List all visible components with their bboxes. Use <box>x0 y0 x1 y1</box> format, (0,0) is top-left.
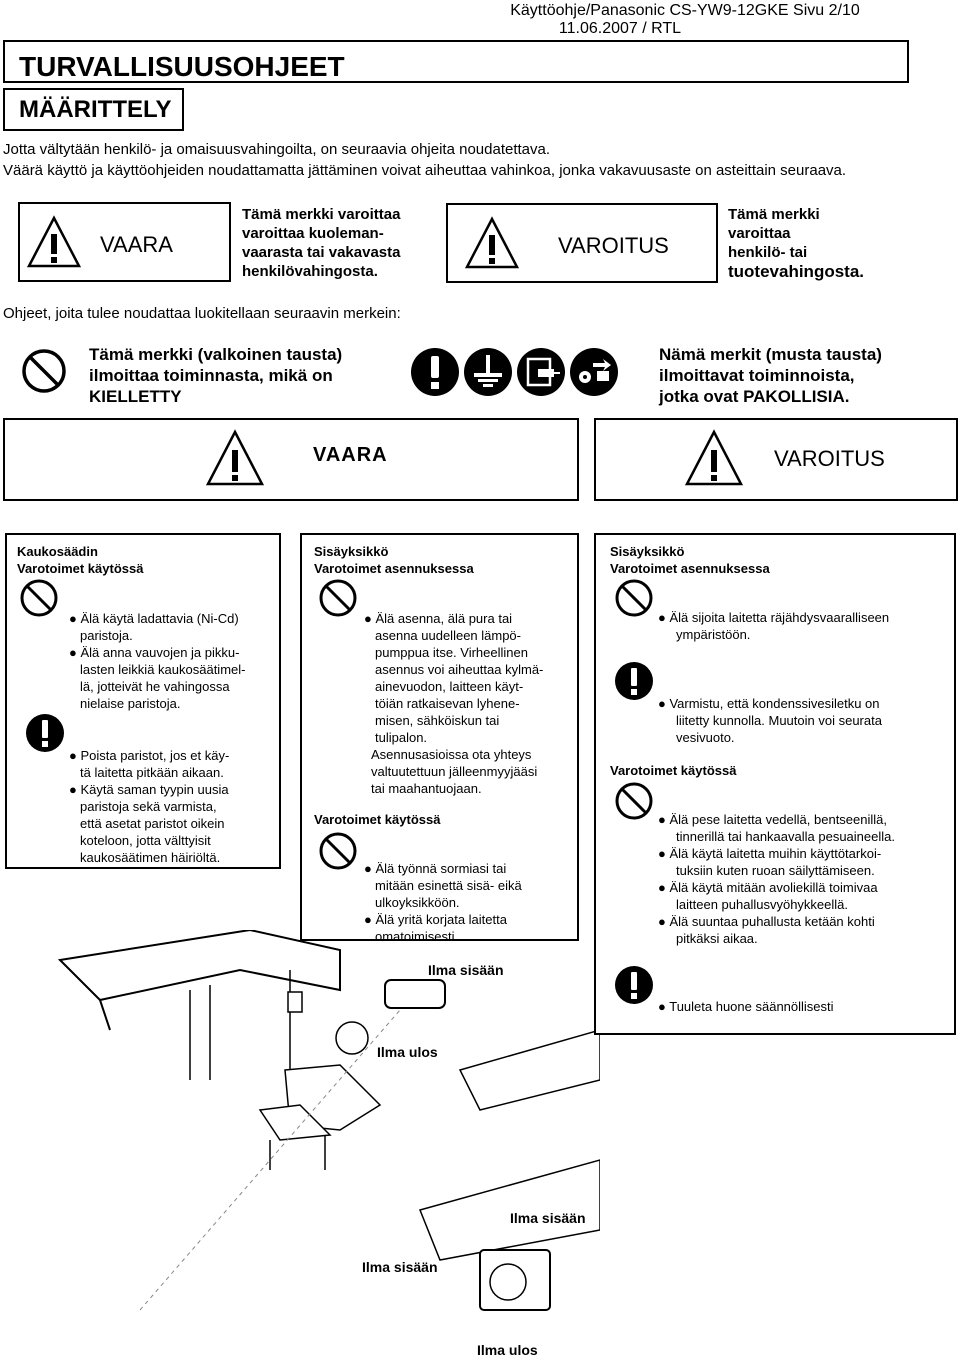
remote-control-box <box>5 533 281 869</box>
varoitus-description: Tämä merkki varoittaa henkilö- tai tuotevahingosta. <box>728 206 865 281</box>
doc-reference: Käyttöohje/Panasonic CS-YW9-12GKE Sivu 2/10 <box>510 2 860 19</box>
page-title: TURVALLISUUSOHJEET <box>19 51 345 82</box>
mandatory-exclamation-icon <box>410 347 460 397</box>
prohibition-icon <box>614 781 654 821</box>
varoitus-heading: VAROITUS <box>774 446 885 471</box>
varoitus-definition-box <box>446 203 718 283</box>
air-in-label: Ilma sisään <box>510 1210 586 1226</box>
varoitus-label: VAROITUS <box>558 233 669 258</box>
section-title: MÄÄRITTELY <box>19 96 172 123</box>
mandatory-exclamation-icon <box>614 661 654 701</box>
warning-triangle-icon <box>464 215 520 271</box>
intro-line-1: Jotta vältytään henkilö- ja omaisuusvahingoilta, on seuraavia ohjeita noudatettava. <box>3 141 551 158</box>
vaara-description: Tämä merkki varoittaa varoittaa kuoleman- vaarasta tai vakavasta henkilövahingosta. <box>242 206 401 280</box>
prohibition-icon <box>19 578 59 618</box>
mandatory-exclamation-icon <box>614 965 654 1005</box>
varoitus-section-box <box>594 418 958 501</box>
vaara-heading: VAARA <box>313 444 388 466</box>
col1-title: Kaukosäädin Varotoimet käytössä <box>17 544 144 576</box>
col3-subtitle: Varotoimet käytössä <box>610 763 737 778</box>
classification-text: Ohjeet, joita tulee noudattaa luokitellaan seuraavin merkein: <box>3 305 401 322</box>
warning-triangle-icon <box>205 428 265 488</box>
warning-triangle-icon <box>26 214 82 270</box>
ground-connection-icon <box>463 347 513 397</box>
page-title-box <box>3 40 909 83</box>
intro-line-2: Väärä käyttö ja käyttöohjeiden noudattamatta jättäminen voivat aiheuttaa vahinkoa, jonka vakavuusaste on asteittain seuraava. <box>3 162 847 179</box>
col1-mandatory-list: ● Poista paristot, jos et käy- tä laitetta pitkään aikaan. ● Käytä saman tyypin uusia paristoja sekä varmista, että asetat paristot oikein koteloon, jotta välttyisit kaukosäätimen häiriöltä. <box>69 748 230 865</box>
prohibition-icon <box>318 831 358 871</box>
col2-prohibited-list: ● Älä asenna, älä pura tai asenna uudelleen lämpö- pumppua itse. Virheellinen asennus voi aiheuttaa kylmä- ainevuodon, laitteen käyt- töiän ratkaisevan lyhene- misen, sähköiskun tai tulipalon. Asennusasioissa ota yhteys valtuutettuun jälleenmyyjääsi tai maahantuojaan. <box>364 611 544 796</box>
prohibition-icon <box>20 347 68 395</box>
col2-subtitle: Varotoimet käytössä <box>314 812 441 827</box>
col2-title: Sisäyksikkö Varotoimet asennuksessa <box>314 544 474 576</box>
prohibition-icon <box>614 578 654 618</box>
prohibited-description: Tämä merkki (valkoinen tausta) ilmoittaa toiminnasta, mikä on KIELLETTY <box>89 345 343 406</box>
intro-text <box>3 139 953 181</box>
air-out-label: Ilma ulos <box>477 1342 538 1358</box>
vaara-definition-box <box>18 202 231 282</box>
col3-ventilate: ● Tuuleta huone säännöllisesti <box>658 999 834 1014</box>
unplug-icon <box>516 347 566 397</box>
mandatory-exclamation-icon <box>25 713 65 753</box>
vaara-section-box <box>3 418 579 501</box>
warning-triangle-icon <box>684 428 744 488</box>
col2-usage-list: ● Älä työnnä sormiasi tai mitään esinettä sisä- eikä ulkoyksikköön. ● Älä yritä korjata laitetta omatoimisesti. <box>364 861 522 944</box>
air-in-label: Ilma sisään <box>428 962 504 978</box>
col3-prohibited-list: ● Älä sijoita laitetta räjähdysvaaralliseen ympäristöön. <box>658 610 890 642</box>
mandatory-description: Nämä merkit (musta tausta) ilmoittavat toiminnoista, jotka ovat PAKOLLISIA. <box>659 345 882 406</box>
vaara-label: VAARA <box>100 232 173 257</box>
air-in-label: Ilma sisään <box>362 1259 438 1275</box>
room-illustration <box>40 930 600 1350</box>
col3-usage-list: ● Älä pese laitetta vedellä, bentseenillä, tinnerillä tai hankaavalla pesuaineella. ● Älä käytä laitetta muihin käyttötarkoi- tuksiin kuten ruoan säilyttämiseen. ● Älä käytä mitään avoliekillä toimivaa laitteen puhallusvyöhykkeellä. ● Älä suuntaa puhallusta ketään kohti pitkäksi aikaa. <box>658 812 895 946</box>
indoor-unit-install-box <box>300 533 579 944</box>
col3-mandatory-list: ● Varmistu, että kondenssivesiletku on liitetty kunnolla. Muutoin voi seurata vesivuoto. <box>658 696 882 745</box>
doc-date: 11.06.2007 / RTL <box>558 20 682 37</box>
col1-prohibited-list: ● Älä käytä ladattavia (Ni-Cd) paristoja. ● Älä anna vauvojen ja pikku- lasten leikkiä kaukosäätimel- lä, jotteivät he vahingossa nielaise paristoja. <box>69 611 246 711</box>
prohibition-icon <box>318 578 358 618</box>
unplug-socket-icon <box>569 347 619 397</box>
indoor-unit-usage-box <box>594 533 956 1035</box>
air-out-label: Ilma ulos <box>377 1044 438 1060</box>
col3-title: Sisäyksikkö Varotoimet asennuksessa <box>610 544 770 576</box>
section-title-box <box>3 88 184 131</box>
